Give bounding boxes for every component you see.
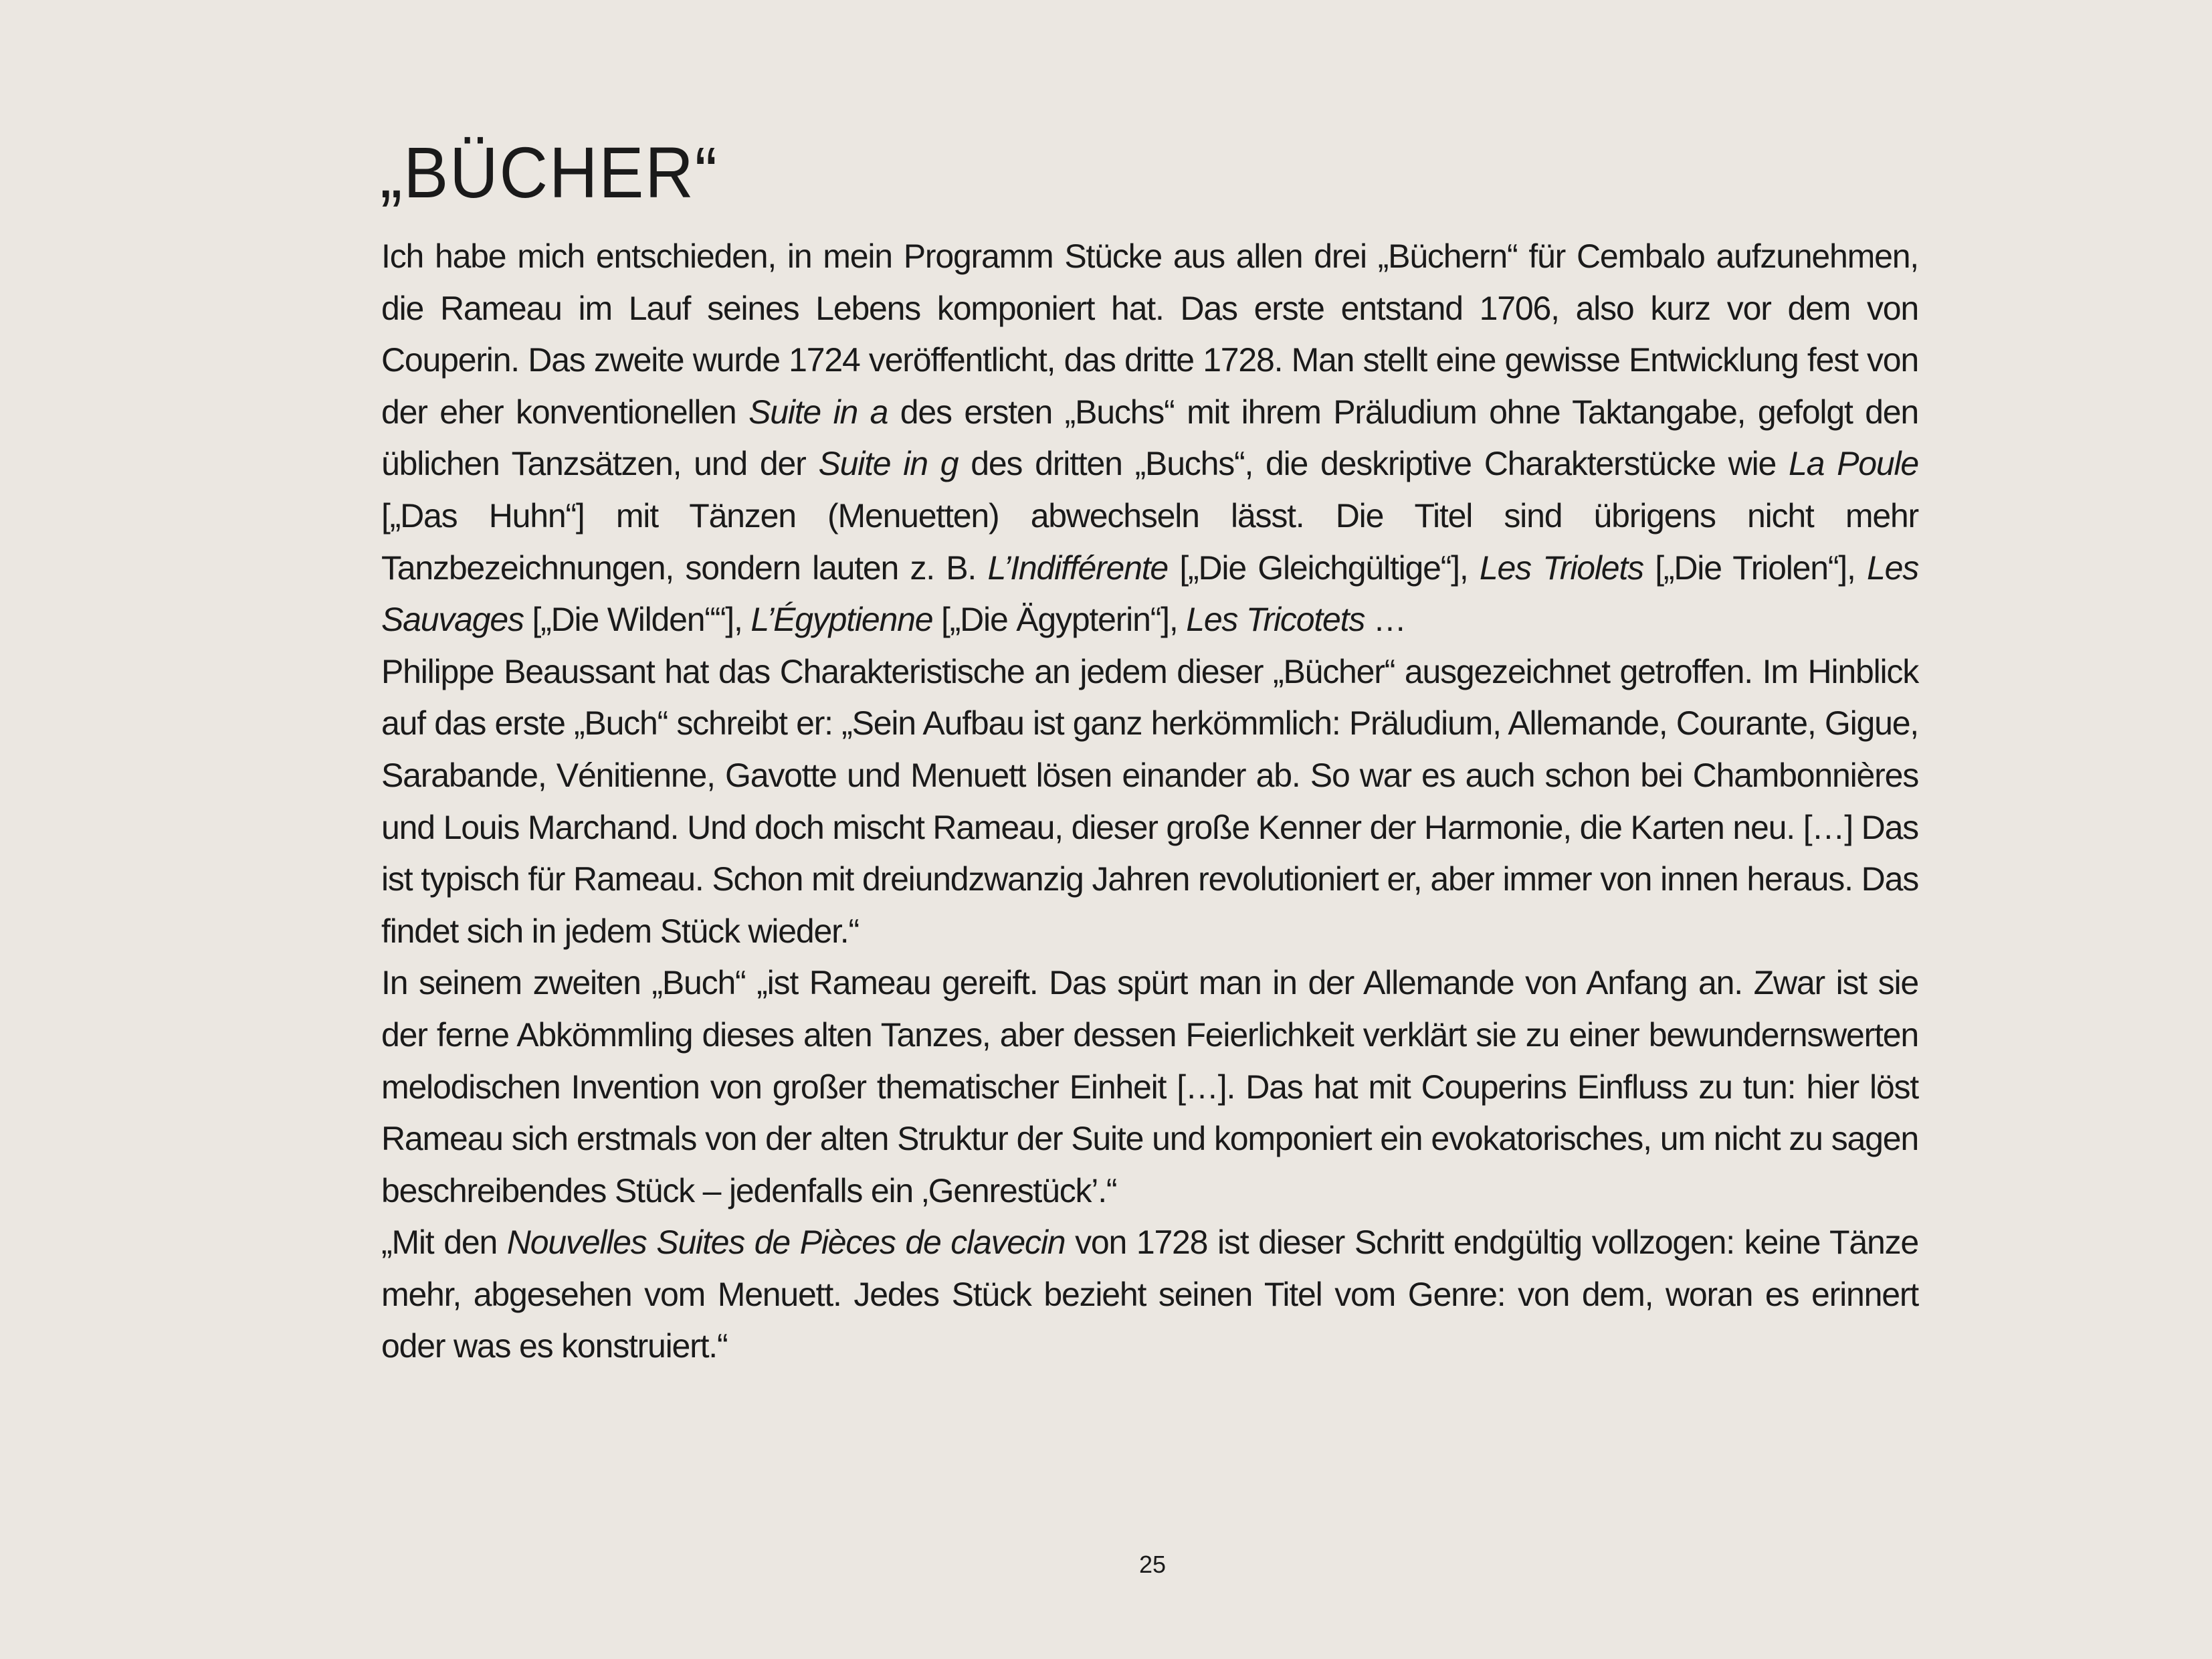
paragraph-4 [381, 1217, 1918, 1373]
page-number: 25 [1139, 1551, 1167, 1578]
text-run: [„Die Wilden““], [523, 601, 751, 639]
text-run: des ersten „Buchs“ mit ihrem Präludium ohne Taktangabe, gefolgt den üblichen Tanzsätzen, und der [381, 393, 1919, 483]
work-title: L’Indifférente [987, 549, 1169, 587]
paragraph-2 [381, 646, 1918, 958]
text-run: [„Das Huhn“] mit Tänzen (Menuetten) abwechseln lässt. Die Titel sind übrigens nicht mehr Tanzbezeichnungen, sondern lauten z. B. [381, 496, 1918, 587]
work-title: L’Égyptienne [750, 601, 933, 639]
page-title: „BÜCHER“ [380, 132, 718, 213]
work-title: Les Tricotets [1186, 601, 1365, 639]
text-run: von 1728 ist dieser Schritt endgültig vollzogen: keine Tänze mehr, abgesehen vom Menuett. Jedes Stück bezieht seinen Titel vom Genre: von dem, woran es erinnert oder was es konstruiert.“ [381, 1224, 1918, 1365]
body-text [381, 231, 1918, 1373]
text-run: Ich habe mich entschieden, in mein Programm Stücke aus allen drei „Büchern“ für Cembalo aufzunehmen, die Rameau im Lauf seines Lebens komponiert hat. Das erste entstand 1706, also kurz vor dem von Couperin. Das zweite wurde 1724 veröffentlicht, das dritte 1728. Man stellt eine gewisse Entwicklung fest von der eher konventionellen [381, 237, 1918, 431]
work-title: La Poule [1789, 445, 1918, 483]
work-title: Les Triolets [1479, 549, 1643, 587]
text-run: „Mit den [381, 1224, 507, 1262]
paragraph-3 [381, 957, 1918, 1217]
work-title: Les Sauvages [381, 549, 1919, 639]
text-run: … [1365, 601, 1406, 639]
work-title: Suite in a [748, 393, 888, 431]
text-run: [„Die Gleichgültige“], [1168, 549, 1480, 587]
text-run: [„Die Triolen“], [1643, 549, 1867, 587]
text-run: [„Die Ägypterin“], [932, 601, 1187, 639]
work-title: Nouvelles Suites de Pièces de clavecin [506, 1224, 1066, 1262]
work-title: Suite in g [818, 445, 959, 483]
text-run: Philippe Beaussant hat das Charakteristische an jedem dieser „Bücher“ ausgezeichnet getroffen. Im Hinblick auf das erste „Buch“ schreibt er: „Sein Aufbau ist ganz herkömmlich: Präludium, Allemande, Courante, Gigue, Sarabande, Vénitienne, Gavotte und Menuett lösen einander ab. So war es auch schon bei Chambonnières und Louis Marchand. Und doch mischt Rameau, dieser große Kenner der Harmonie, die Karten neu. […] Das ist typisch für Rameau. Schon mit dreiundzwanzig Jahren revolutioniert er, aber immer von innen heraus. Das findet sich in jedem Stück wieder.“ [381, 652, 1918, 950]
text-run: In seinem zweiten „Buch“ „ist Rameau gereift. Das spürt man in der Allemande von Anfang an. Zwar ist sie der ferne Abkömmling dieses alten Tanzes, aber dessen Feierlichkeit verklärt sie zu einer bewundernswerten melodischen Invention von großer thematischer Einheit […]. Das hat mit Couperins Einfluss zu tun: hier löst Rameau sich erstmals von der alten Struktur der Suite und komponiert ein evokatorisches, um nicht zu sagen beschreibendes Stück – jedenfalls ein ‚Genrestück’.“ [381, 964, 1918, 1209]
paragraph-1 [381, 231, 1918, 646]
text-run: des dritten „Buchs“, die deskriptive Charakterstücke wie [958, 445, 1789, 483]
